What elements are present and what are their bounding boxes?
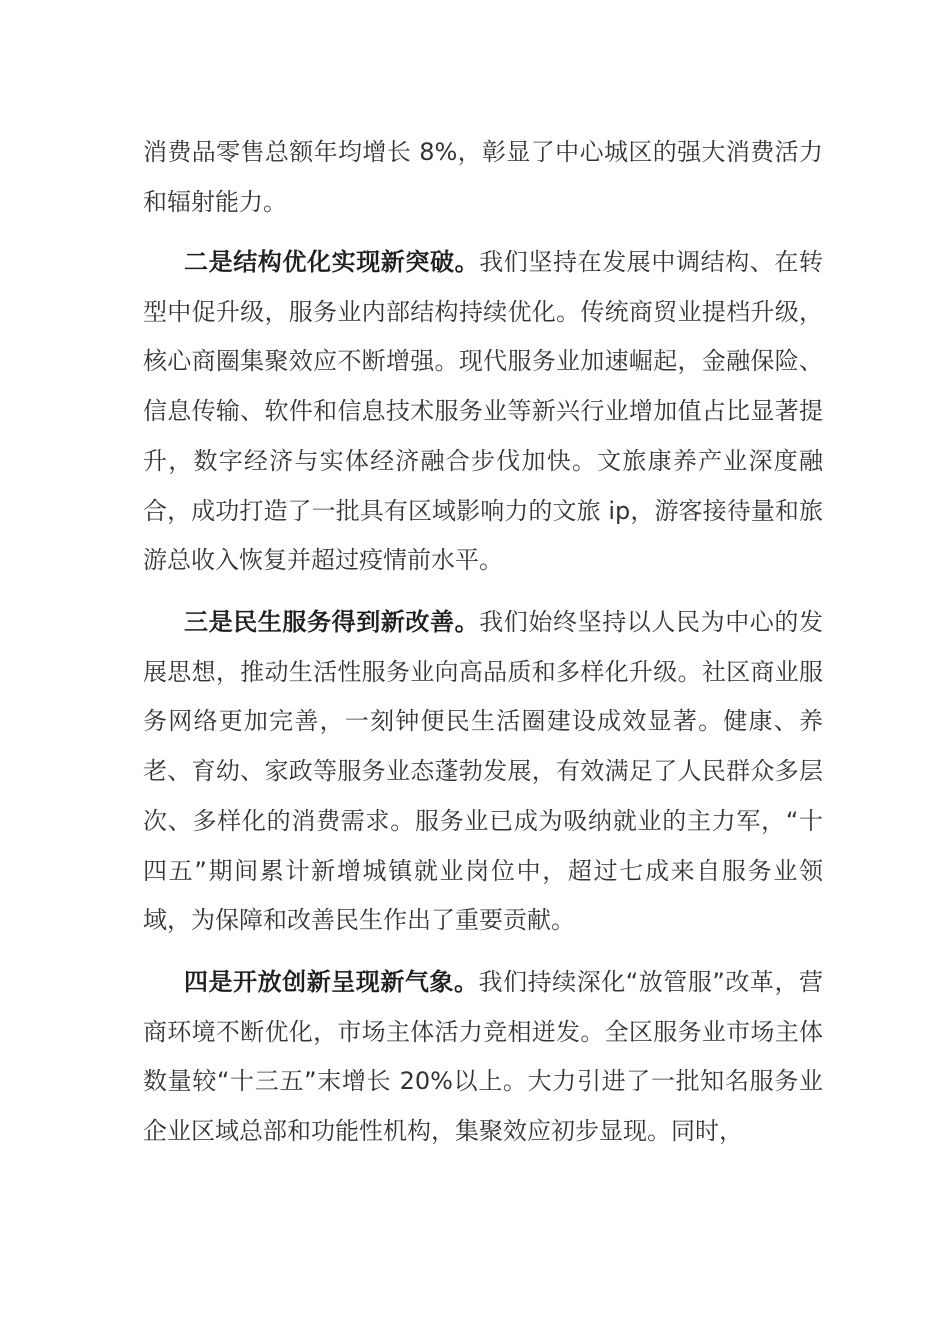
paragraph-consumption-continued: [143, 128, 823, 227]
paragraph-opening-innovation: [143, 958, 823, 1157]
paragraph-text: 我们始终坚持以人民为中心的发展思想，推动生活性服务业向高品质和多样化升级。社区商业服务网络更加完善，一刻钟便民生活圈建设成效显著。健康、养老、育幼、家政等服务业态蓬勃发展，有效满足了人民群众多层次、多样化的消费需求。服务业已成为吸纳就业的主力军，“十四五”期间累计新增城镇就业岗位中，超过七成来自服务业领域，为保障和改善民生作出了重要贡献。: [143, 608, 824, 935]
paragraph-text: 我们持续深化“放管服”改革，营商环境不断优化，市场主体活力竞相迸发。全区服务业市场主体数量较“十三五”末增长 20%以上。大力引进了一批知名服务业企业区域总部和功能性机构，集聚效应初步显现。同时，: [143, 968, 824, 1146]
paragraph-lead-heading: 二是结构优化实现新突破。: [184, 248, 480, 276]
paragraph-lead-heading: 四是开放创新呈现新气象。: [184, 968, 479, 996]
paragraph-lead-heading: 三是民生服务得到新改善。: [184, 608, 480, 636]
paragraph-text: 消费品零售总额年均增长 8%，彰显了中心城区的强大消费活力和辐射能力。: [143, 138, 823, 216]
paragraph-structure-optimization: [143, 238, 823, 586]
paragraph-livelihood-services: [143, 598, 823, 946]
paragraph-text: 我们坚持在发展中调结构、在转型中促升级，服务业内部结构持续优化。传统商贸业提档升级，核心商圈集聚效应不断增强。现代服务业加速崛起，金融保险、信息传输、软件和信息技术服务业等新兴行业增加值占比显著提升，数字经济与实体经济融合步伐加快。文旅康养产业深度融合，成功打造了一批具有区域影响力的文旅 ip，游客接待量和旅游总收入恢复并超过疫情前水平。: [143, 248, 824, 575]
